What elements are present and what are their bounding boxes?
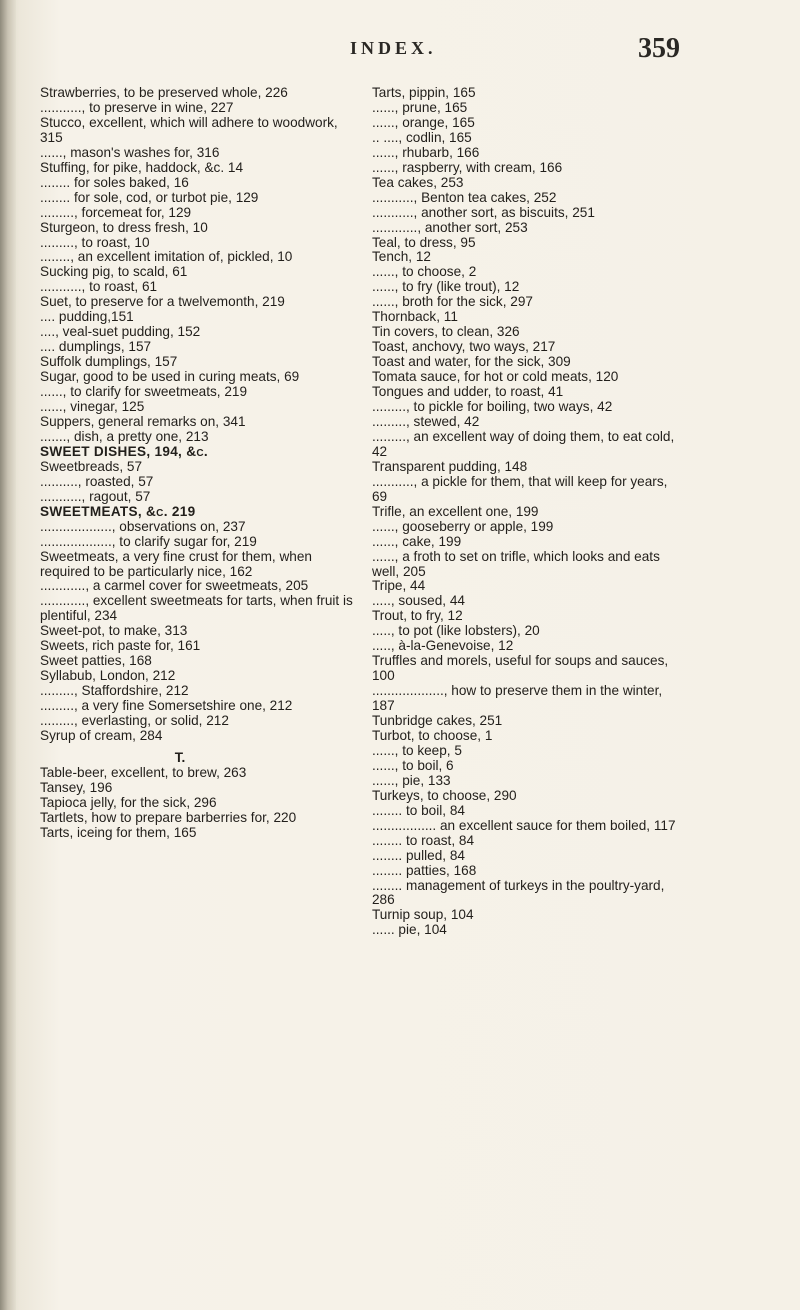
index-entry: ........., a very fine Somersetshire one, 212 — [40, 698, 293, 714]
index-entry: Sweet-pot, to make, 313 — [40, 623, 188, 639]
index-entry: ............, a carmel cover for sweetmeats, 205 — [40, 578, 309, 594]
index-entry: Sugar, good to be used in curing meats, 69 — [40, 369, 300, 385]
index-entry: Tartlets, how to prepare barberries for, 220 — [40, 809, 297, 825]
index-entry: Thornback, 11 — [372, 309, 458, 325]
index-entry: ........ patties, 168 — [372, 862, 477, 878]
index-entry: ...., veal-suet pudding, 152 — [40, 324, 201, 340]
index-entry: .... dumplings, 157 — [40, 339, 152, 355]
index-entry: ......, gooseberry or apple, 199 — [372, 518, 554, 534]
index-entry: ......, prune, 165 — [372, 99, 468, 115]
index-entry: Truffles and morels, useful for soups and sauces, 100 — [372, 653, 669, 684]
index-entry: Suppers, general remarks on, 341 — [40, 413, 246, 429]
index-entry: ......, orange, 165 — [372, 114, 475, 130]
index-entry: Sweets, rich paste for, 161 — [40, 638, 201, 654]
index-entry: Turnip soup, 104 — [372, 907, 474, 923]
index-entry: ..........., ragout, 57 — [40, 488, 151, 504]
index-entry: Sucking pig, to scald, 61 — [40, 264, 188, 280]
index-entry: Syllabub, London, 212 — [40, 668, 176, 684]
index-entry: Sweetbreads, 57 — [40, 458, 143, 474]
page-number: 359 — [638, 33, 680, 64]
index-heading-sweetmeats: SWEETMEATS, &c. 219 — [40, 503, 196, 519]
index-entry: Sturgeon, to dress fresh, 10 — [40, 219, 208, 235]
index-entry: ........ to boil, 84 — [372, 802, 465, 818]
index-entry: Turkeys, to choose, 290 — [372, 787, 517, 803]
index-entry: ..................., how to preserve them in the winter, 187 — [372, 683, 663, 714]
index-entry: Sweet patties, 168 — [40, 653, 152, 669]
index-entry: ........., to roast, 10 — [40, 234, 150, 250]
index-entry: ..........., another sort, as biscuits, 251 — [372, 204, 595, 220]
index-entry: ........., forcemeat for, 129 — [40, 204, 192, 220]
index-entry: ..........., Benton tea cakes, 252 — [372, 189, 557, 205]
index-entry: ......, to keep, 5 — [372, 742, 462, 758]
index-entry: ..........., to preserve in wine, 227 — [40, 99, 234, 115]
index-entry: ......., dish, a pretty one, 213 — [40, 428, 209, 444]
index-entry: Tapioca jelly, for the sick, 296 — [40, 794, 217, 810]
index-entry: Tunbridge cakes, 251 — [372, 713, 503, 729]
index-entry: Suet, to preserve for a twelvemonth, 219 — [40, 294, 285, 310]
index-entry: Tin covers, to clean, 326 — [372, 324, 520, 340]
index-entry: Tomata sauce, for hot or cold meats, 120 — [372, 369, 619, 385]
index-entry: ........., an excellent way of doing them, to eat cold, 42 — [372, 428, 675, 459]
index-entry: .. ...., codlin, 165 — [372, 129, 472, 145]
index-entry: ........., Staffordshire, 212 — [40, 683, 189, 699]
index-entry: Tripe, 44 — [372, 578, 426, 594]
index-entry: Table-beer, excellent, to brew, 263 — [40, 764, 247, 780]
index-entry: ....., à-la-Genevoise, 12 — [372, 638, 514, 654]
index-entry: ........., everlasting, or solid, 212 — [40, 713, 229, 729]
index-entry: Sweetmeats, a very fine crust for them, when required to be particularly nice, 162 — [40, 548, 312, 579]
running-head: INDEX. — [350, 38, 437, 58]
index-entry: ..........., a pickle for them, that will keep for years, 69 — [372, 473, 668, 504]
index-entry: ......, cake, 199 — [372, 533, 462, 549]
index-entry: ......, rhubarb, 166 — [372, 144, 480, 160]
index-entry: ....., soused, 44 — [372, 593, 465, 609]
index-entry: ..................., observations on, 237 — [40, 518, 246, 534]
index-entry: Tench, 12 — [372, 249, 431, 265]
index-entry: ...... pie, 104 — [372, 922, 447, 938]
index-entry: .........., roasted, 57 — [40, 473, 154, 489]
index-entry: .... pudding,151 — [40, 309, 134, 325]
index-column-right — [372, 86, 680, 938]
index-entry: Tarts, pippin, 165 — [372, 85, 476, 100]
index-entry: Turbot, to choose, 1 — [372, 727, 493, 743]
index-entry: Stucco, excellent, which will adhere to woodwork, 315 — [40, 114, 338, 145]
index-entry: Tarts, iceing for them, 165 — [40, 824, 197, 840]
index-entry: ..........., to roast, 61 — [40, 279, 158, 295]
index-entry: ....., to pot (like lobsters), 20 — [372, 623, 540, 639]
page-binding-shadow — [0, 0, 16, 1310]
index-column-left — [40, 86, 360, 841]
index-heading-sweet-dishes: SWEET DISHES, 194, &c. — [40, 443, 208, 459]
index-entry: ......, broth for the sick, 297 — [372, 294, 533, 310]
index-entry: ........ pulled, 84 — [372, 847, 465, 863]
index-entry: ......, pie, 133 — [372, 772, 451, 788]
index-entry: ........ management of turkeys in the poultry-yard, 286 — [372, 877, 665, 908]
index-entry: ......, to clarify for sweetmeats, 219 — [40, 384, 248, 400]
index-entry: Trifle, an excellent one, 199 — [372, 503, 539, 519]
index-entry: Tea cakes, 253 — [372, 174, 464, 190]
index-entry: ......, raspberry, with cream, 166 — [372, 159, 563, 175]
index-entry: ........ for sole, cod, or turbot pie, 129 — [40, 189, 259, 205]
index-entry: Strawberries, to be preserved whole, 226 — [40, 85, 288, 100]
index-entry: ......, a froth to set on trifle, which looks and eats well, 205 — [372, 548, 660, 579]
index-entry: ......, mason's washes for, 316 — [40, 144, 220, 160]
index-entry: Tongues and udder, to roast, 41 — [372, 384, 564, 400]
index-entry: ......, to choose, 2 — [372, 264, 477, 280]
index-entry: ................. an excellent sauce for them boiled, 117 — [372, 817, 676, 833]
index-entry: ......, to boil, 6 — [372, 757, 454, 773]
index-entry: ............, excellent sweetmeats for tarts, when fruit is plentiful, 234 — [40, 593, 353, 624]
index-entry: Trout, to fry, 12 — [372, 608, 463, 624]
index-entry: Toast, anchovy, two ways, 217 — [372, 339, 556, 355]
index-entry: Toast and water, for the sick, 309 — [372, 354, 571, 370]
index-entry: Syrup of cream, 284 — [40, 727, 163, 743]
index-entry: ......, vinegar, 125 — [40, 399, 145, 415]
index-entry: ............, another sort, 253 — [372, 219, 528, 235]
index-entry: ........, an excellent imitation of, pickled, 10 — [40, 249, 293, 265]
index-entry: ........., stewed, 42 — [372, 413, 480, 429]
index-entry: ........., to pickle for boiling, two ways, 42 — [372, 399, 613, 415]
index-entry: Transparent pudding, 148 — [372, 458, 528, 474]
index-entry: ........ to roast, 84 — [372, 832, 474, 848]
index-entry: Suffolk dumplings, 157 — [40, 354, 178, 370]
index-entry: Stuffing, for pike, haddock, &c. 14 — [40, 159, 244, 175]
section-letter-t: T. — [174, 749, 186, 765]
index-entry: ..................., to clarify sugar for, 219 — [40, 533, 257, 549]
index-entry: Tansey, 196 — [40, 779, 113, 795]
index-entry: Teal, to dress, 95 — [372, 234, 476, 250]
index-entry: ......, to fry (like trout), 12 — [372, 279, 520, 295]
index-entry: ........ for soles baked, 16 — [40, 174, 189, 190]
